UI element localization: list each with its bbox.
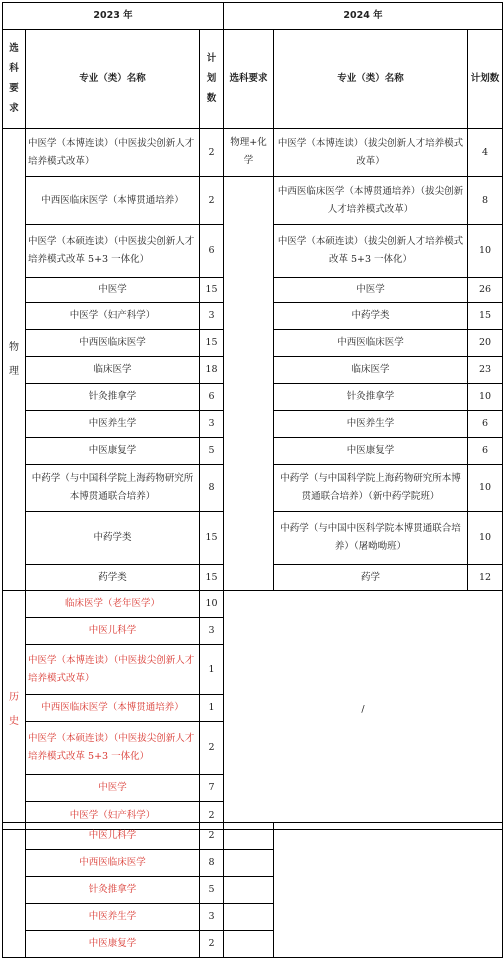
- major-2023-lishi: 中医儿科学: [26, 618, 200, 645]
- major-2023-lishi-cont: 中医儿科学: [26, 823, 200, 850]
- major-2024: 中医学: [274, 278, 468, 303]
- major-2023-lishi-cont: 中医养生学: [26, 904, 200, 931]
- plan-2024: 12: [468, 565, 503, 591]
- empty-cell: [224, 877, 274, 904]
- major-2023: 中医学（本博连读）（中医拔尖创新人才培养模式改革）: [26, 129, 200, 177]
- plan-2023: 3: [200, 411, 224, 438]
- plan-2023: 2: [200, 177, 224, 225]
- plan-2023: 15: [200, 278, 224, 303]
- plan-2023: 15: [200, 512, 224, 565]
- continuation-table: [2, 822, 503, 958]
- major-2023: 中医康复学: [26, 438, 200, 465]
- major-2023-lishi: 中西医临床医学（本博贯通培养）: [26, 695, 200, 722]
- major-2024: 中西医临床医学（本博贯通培养）（拔尖创新人才培养模式改革）: [274, 177, 468, 225]
- plan-2024: 10: [468, 384, 503, 411]
- year-2023-header: 2023 年: [3, 3, 224, 30]
- plan-2023-lishi-cont: 2: [200, 931, 224, 958]
- empty-cell: [224, 850, 274, 877]
- major-2023-lishi: 中医学（本博连读）（中医拔尖创新人才培养模式改革）: [26, 645, 200, 695]
- plan-2024: 26: [468, 278, 503, 303]
- year-2024-header: 2024 年: [224, 3, 503, 30]
- major-2024: 临床医学: [274, 357, 468, 384]
- major-2024: 中医养生学: [274, 411, 468, 438]
- major-2023-lishi: 临床医学（老年医学）: [26, 591, 200, 618]
- plan-2023-lishi: 2: [200, 722, 224, 775]
- plan-2024: 10: [468, 465, 503, 512]
- plan-2023: 15: [200, 565, 224, 591]
- plan-2024: 4: [468, 129, 503, 177]
- major-2023: 中药学（与中国科学院上海药物研究所本博贯通联合培养）: [26, 465, 200, 512]
- empty-cell: [224, 931, 274, 958]
- plan-2023-lishi-cont: 2: [200, 823, 224, 850]
- major-2024: 中医学（本博连读）（拔尖创新人才培养模式改革）: [274, 129, 468, 177]
- major-2023-lishi-cont: 中医康复学: [26, 931, 200, 958]
- major-2023: 中医学（妇产科学）: [26, 303, 200, 330]
- major-2023-lishi-cont: 中西医临床医学: [26, 850, 200, 877]
- major-2024: 中西医临床医学: [274, 330, 468, 357]
- major-2023-lishi: 中医学（妇产科学）: [26, 802, 200, 830]
- col-subject-req-2023: 选科要求: [3, 30, 26, 129]
- major-2023-lishi: 中医学（本硕连读）（中医拔尖创新人才培养模式改革 5+3 一体化）: [26, 722, 200, 775]
- major-2023: 临床医学: [26, 357, 200, 384]
- col-plan-2024: 计划数: [468, 30, 503, 129]
- plan-2023: 2: [200, 129, 224, 177]
- major-2023: 针灸推拿学: [26, 384, 200, 411]
- plan-2023-lishi: 7: [200, 775, 224, 802]
- subject-req-2024: 物理+化学: [224, 129, 274, 177]
- plan-2023: 6: [200, 225, 224, 278]
- major-2024: 中药学（与中国科学院上海药物研究所本博贯通联合培养）（新中药学院班）: [274, 465, 468, 512]
- plan-2023-lishi: 10: [200, 591, 224, 618]
- plan-2023: 3: [200, 303, 224, 330]
- major-2023: 药学类: [26, 565, 200, 591]
- empty-cell: [224, 823, 274, 850]
- major-2024: 中药学类: [274, 303, 468, 330]
- plan-2023-lishi: 1: [200, 695, 224, 722]
- major-2023: 中医养生学: [26, 411, 200, 438]
- major-2024: 药学: [274, 565, 468, 591]
- plan-2023: 15: [200, 330, 224, 357]
- plan-2024: 6: [468, 438, 503, 465]
- plan-2023: 8: [200, 465, 224, 512]
- subject-lishi-cont: [3, 823, 26, 958]
- major-2024: 针灸推拿学: [274, 384, 468, 411]
- col-major-2023: 专业（类）名称: [26, 30, 200, 129]
- plan-2024: 8: [468, 177, 503, 225]
- plan-2023-lishi: 1: [200, 645, 224, 695]
- plan-2024: 23: [468, 357, 503, 384]
- major-2023: 中西医临床医学（本博贯通培养）: [26, 177, 200, 225]
- major-2024: 中医学（本硕连读）（拔尖创新人才培养模式改革 5+3 一体化）: [274, 225, 468, 278]
- major-2023: 中医学（本硕连读）（中医拔尖创新人才培养模式改革 5+3 一体化）: [26, 225, 200, 278]
- plan-2023-lishi-cont: 8: [200, 850, 224, 877]
- plan-2023-lishi: 2: [200, 802, 224, 830]
- major-2023: 中西医临床医学: [26, 330, 200, 357]
- major-2023: 中医学: [26, 278, 200, 303]
- plan-2024: 10: [468, 225, 503, 278]
- major-2024: 中医康复学: [274, 438, 468, 465]
- plan-2023-lishi: 3: [200, 618, 224, 645]
- no-data-2024-lishi: /: [224, 591, 503, 830]
- major-2024: 中药学（与中国中医科学院本博贯通联合培养）（屠呦呦班）: [274, 512, 468, 565]
- subject-req-2024-empty: [224, 177, 274, 591]
- empty-cell: [224, 904, 274, 931]
- plan-2024: 10: [468, 512, 503, 565]
- empty-2024-cont: [274, 823, 503, 958]
- major-2023-lishi-cont: 针灸推拿学: [26, 877, 200, 904]
- plan-2023: 6: [200, 384, 224, 411]
- plan-2023-lishi-cont: 3: [200, 904, 224, 931]
- major-2023: 中药学类: [26, 512, 200, 565]
- col-subject-req-2024: 选科要求: [224, 30, 274, 129]
- plan-2024: 15: [468, 303, 503, 330]
- major-2023-lishi: 中医学: [26, 775, 200, 802]
- plan-2023: 5: [200, 438, 224, 465]
- subject-lishi: 历史: [3, 591, 26, 830]
- plan-2024: 6: [468, 411, 503, 438]
- plan-2024: 20: [468, 330, 503, 357]
- col-plan-2023: 计划数: [200, 30, 224, 129]
- col-major-2024: 专业（类）名称: [274, 30, 468, 129]
- subject-wuli: 物理: [3, 129, 26, 591]
- admission-plan-table: [2, 2, 503, 830]
- plan-2023-lishi-cont: 5: [200, 877, 224, 904]
- plan-2023: 18: [200, 357, 224, 384]
